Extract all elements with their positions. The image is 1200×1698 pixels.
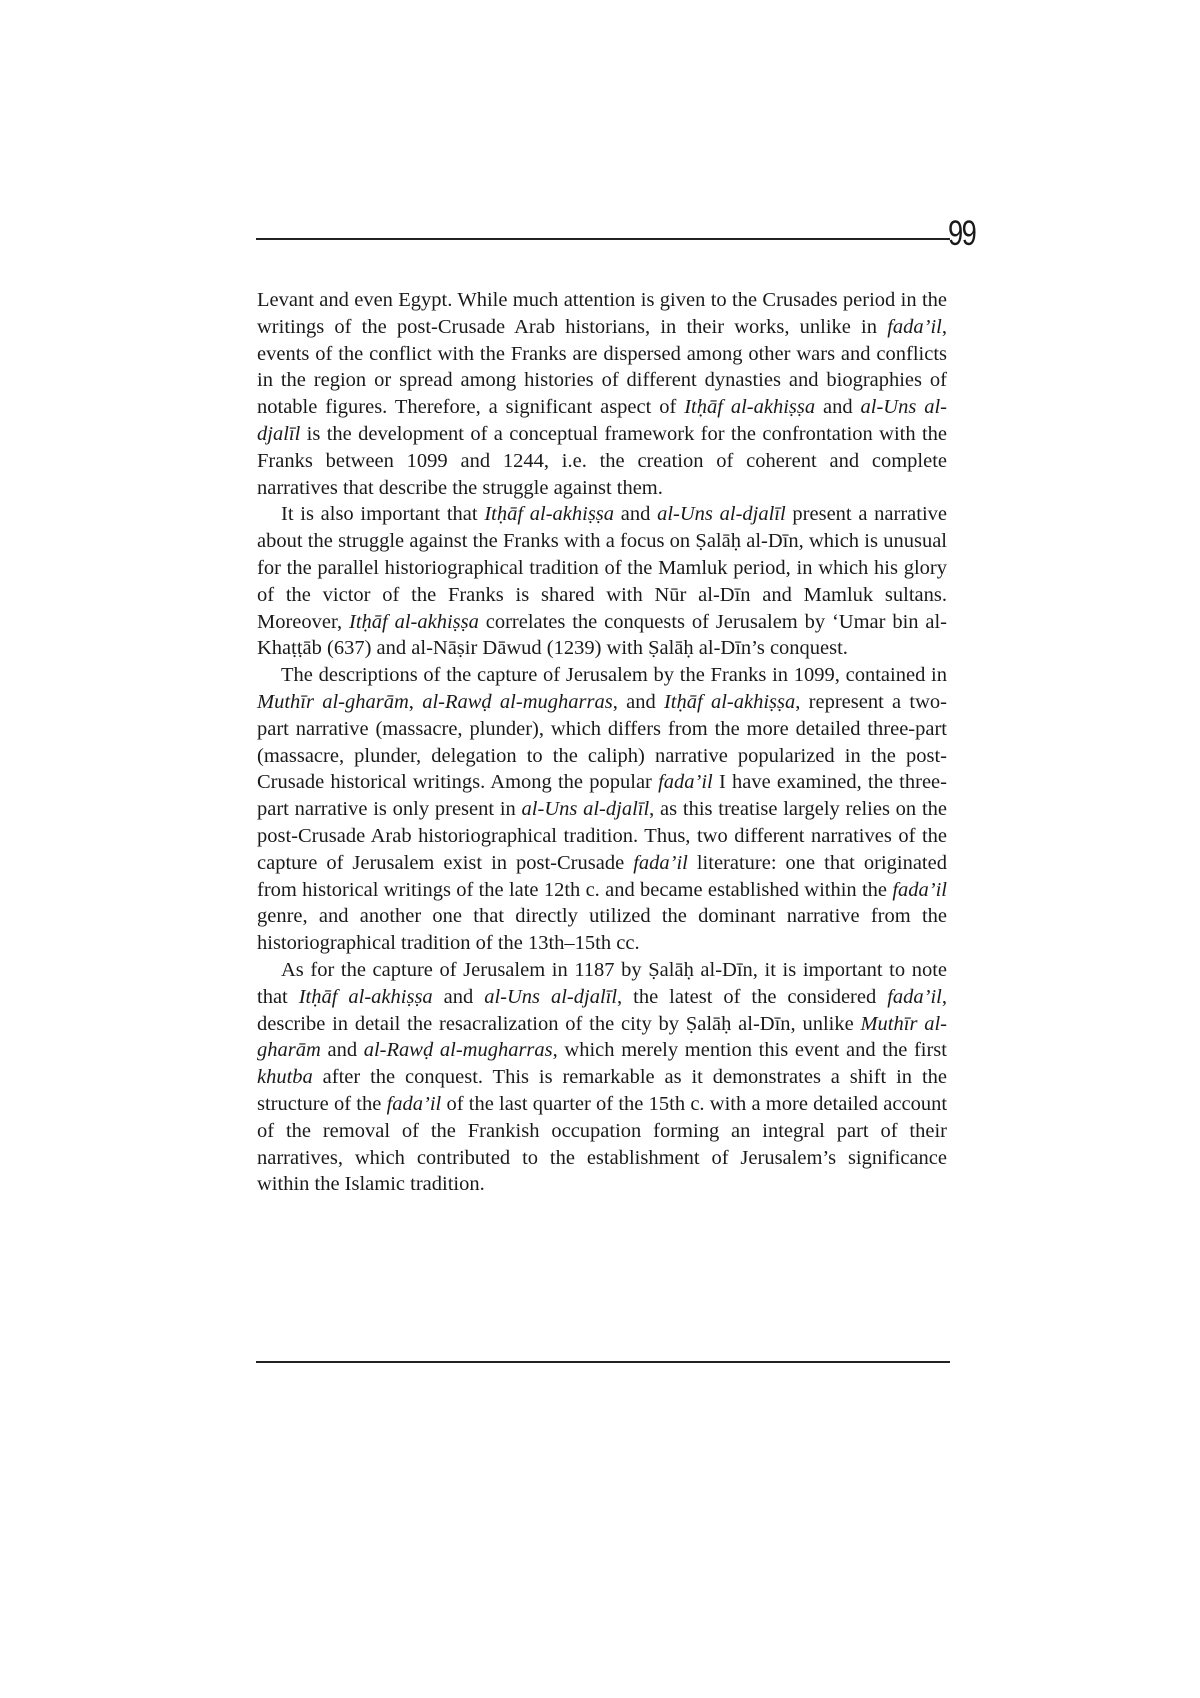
italic-title: fada’il bbox=[887, 315, 942, 338]
italic-title: fada’il bbox=[386, 1092, 442, 1115]
italic-title: Itḥāf al-akhiṣṣa bbox=[484, 503, 615, 526]
italic-title: al-Rawḍ al-mugharras bbox=[363, 1039, 553, 1062]
text-run: and bbox=[320, 1039, 364, 1062]
text-run: , as this treatise largely relies on the post-Crusade Arab historiographical tradition. Thus, two different narratives of the capture of Jerusalem exist in post-Crusade bbox=[257, 798, 947, 874]
footer-rule bbox=[256, 1361, 950, 1363]
paragraph bbox=[257, 287, 947, 501]
italic-title: al-Uns al-djalīl bbox=[521, 798, 650, 821]
italic-title: fada’il bbox=[658, 771, 713, 794]
italic-title: Itḥāf al-akhiṣṣa bbox=[298, 985, 433, 1008]
italic-title: Muthīr al-gharām bbox=[257, 1012, 947, 1062]
italic-title: fada’il bbox=[633, 851, 688, 874]
italic-title: fada’il bbox=[892, 878, 947, 901]
text-run: and bbox=[815, 396, 861, 419]
text-run: , describe in detail the resacralization of the city by Ṣalāḥ al-Dīn, unlike bbox=[257, 985, 947, 1035]
text-run: I have examined, the three-part narrative is only present in bbox=[257, 771, 947, 821]
text-run: after the conquest. This is remarkable as it demonstrates a shift in the structure of the bbox=[257, 1066, 947, 1115]
paragraph bbox=[257, 662, 947, 957]
text-run: of the last quarter of the 15th c. with a more detailed account of the removal of the Frankish occupation forming an integral part of their narratives, which contributed to the establishment of Jerusalem’s significance within the Islamic tradition. bbox=[257, 1092, 948, 1196]
italic-title: Itḥāf al-akhiṣṣa bbox=[684, 396, 816, 419]
page-number: 99 bbox=[948, 214, 976, 253]
text-run: literature: one that originated from historical writings of the late 12th c. and became established within the bbox=[257, 851, 947, 901]
text-run: is the development of a conceptual framework for the confrontation with the Franks between 1099 and 1244, i.e. the creation of coherent and complete narratives that describe the struggle against them. bbox=[257, 422, 947, 499]
italic-title: al-Uns al-djalīl bbox=[257, 396, 947, 445]
text-run: , which merely mention this event and the first bbox=[552, 1039, 947, 1062]
text-run: As for the capture of Jerusalem in 1187 by Ṣalāḥ al-Dīn, it is important to note that bbox=[257, 958, 947, 1008]
text-run: present a narrative about the struggle against the Franks with a focus on Ṣalāḥ al-Dīn, which is unusual for the parallel historiographical tradition of the Mamluk period, in which his glory of the victor of the Franks is shared with Nūr al-Dīn and Mamluk sultans. Moreover, bbox=[257, 503, 948, 633]
italic-title: Itḥāf al-akhiṣṣa bbox=[663, 690, 796, 713]
text-run: , bbox=[408, 690, 423, 713]
italic-title: al-Uns al-djalīl bbox=[657, 503, 786, 526]
text-run: The descriptions of the capture of Jerusalem by the Franks in 1099, contained in bbox=[281, 664, 947, 687]
text-run: It is also important that bbox=[281, 503, 485, 526]
italic-title: khutba bbox=[257, 1066, 313, 1089]
text-run: , represent a two-part narrative (massacre, plunder), which differs from the more detailed three-part (massacre, plunder, delegation to the caliph) narrative popularized in the post-Crusade historical writings. Among the popular bbox=[257, 690, 947, 794]
text-run: , events of the conflict with the Franks are dispersed among other wars and conflicts in the region or spread among histories of different dynasties and biographies of notable figures. Therefore, a significant aspect of bbox=[257, 315, 947, 419]
text-run: correlates the conquests of Jerusalem by ‘Umar bin al-Khaṭṭāb (637) and al-Nāṣir Dāwud (1239) with Ṣalāḥ al-Dīn’s conquest. bbox=[257, 610, 947, 660]
paragraph bbox=[257, 957, 947, 1198]
body-text bbox=[257, 287, 947, 1198]
text-run: Levant and even Egypt. While much attention is given to the Crusades period in the writings of the post-Crusade Arab historians, in their works, unlike in bbox=[257, 289, 947, 338]
italic-title: al-Uns al-djalīl bbox=[484, 985, 618, 1008]
italic-title: Muthīr al-gharām bbox=[257, 690, 409, 713]
text-run: and bbox=[432, 985, 485, 1008]
paragraph bbox=[257, 501, 947, 662]
text-run: , and bbox=[612, 690, 664, 713]
text-run: and bbox=[614, 503, 658, 526]
text-run: genre, and another one that directly utilized the dominant narrative from the historiographical tradition of the 13th–15th cc. bbox=[257, 905, 947, 955]
text-run: , the latest of the considered bbox=[617, 985, 888, 1008]
header-rule bbox=[256, 238, 950, 240]
italic-title: al-Rawḍ al-mugharras bbox=[422, 690, 613, 713]
italic-title: fada’il bbox=[887, 985, 942, 1008]
italic-title: Itḥāf al-akhiṣṣa bbox=[349, 610, 479, 633]
